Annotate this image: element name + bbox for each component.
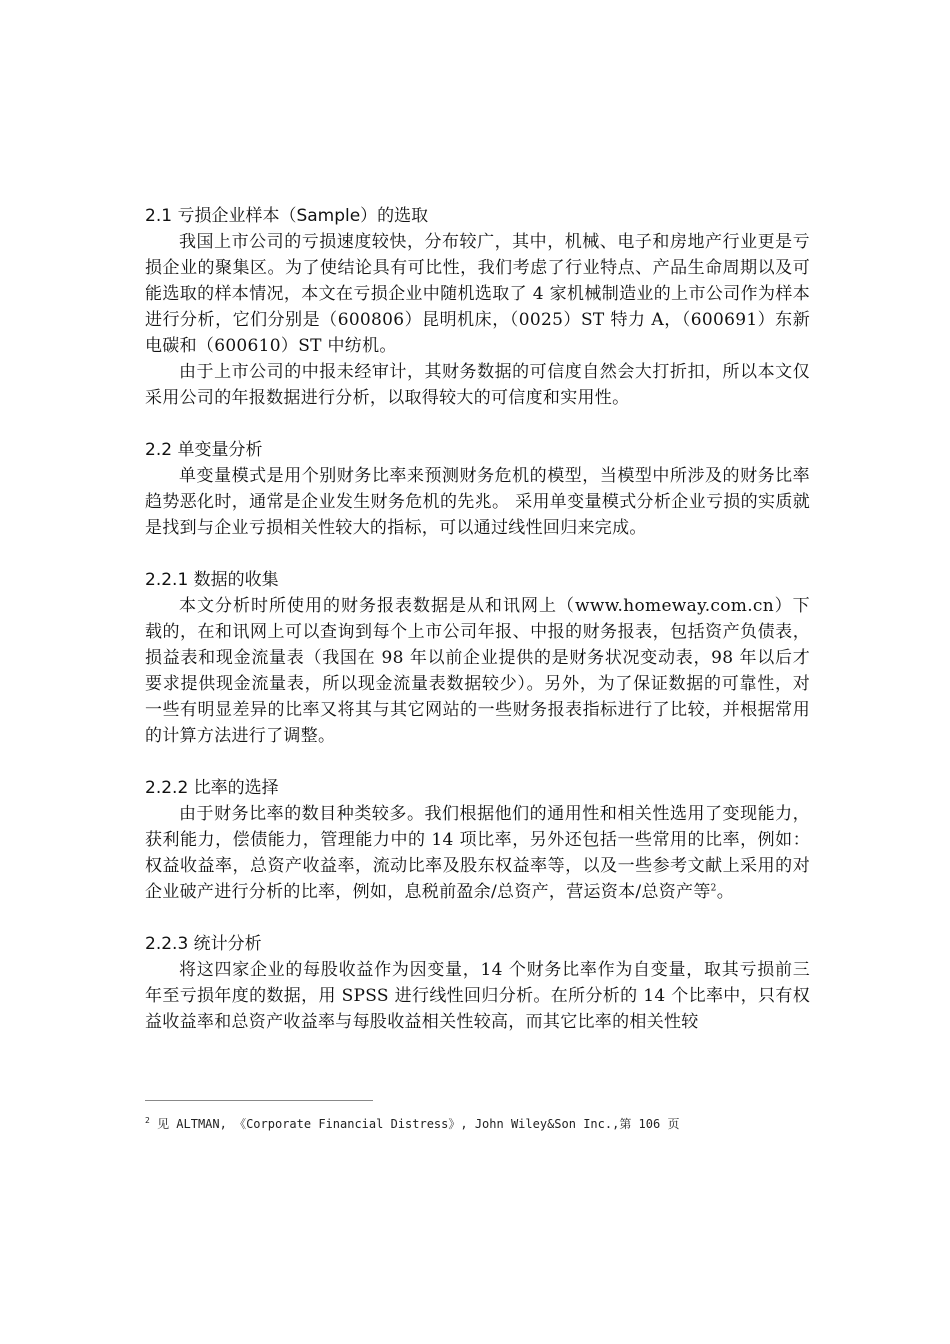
section-heading-2-2-3: 2.2.3 统计分析 bbox=[145, 934, 262, 954]
section-heading-2-2-1: 2.2.1 数据的收集 bbox=[145, 570, 279, 590]
paragraph-with-footnote bbox=[145, 801, 810, 905]
paragraph: 由于上市公司的中报未经审计，其财务数据的可信度自然会大打折扣，所以本文仅采用公司的年报数据进行分析，以取得较大的可信度和实用性。 bbox=[145, 362, 810, 408]
paragraph: 将这四家企业的每股收益作为因变量，14 个财务比率作为自变量，取其亏损前三年至亏损年度的数据，用 SPSS 进行线性回归分析。在所分析的 14 个比率中，只有权益收益率和总资产收益率与每股收益相关性较高，而其它比率的相关性较 bbox=[145, 960, 810, 1032]
paragraph: 我国上市公司的亏损速度较快，分布较广，其中，机械、电子和房地产行业更是亏损企业的聚集区。为了使结论具有可比性，我们考虑了行业特点、产品生命周期以及可能选取的样本情况，本文在亏损企业中随机选取了 4 家机械制造业的上市公司作为样本进行分析，它们分别是（600806）昆明机床，（0025）ST 特力 A，（600691）东新电碳和（600610）ST 中纺机。 bbox=[145, 232, 810, 356]
footnote bbox=[145, 1112, 810, 1133]
paragraph-tail: 。 bbox=[716, 882, 734, 902]
paragraph-text: 由于财务比率的数目种类较多。我们根据他们的通用性和相关性选用了变现能力，获利能力，偿债能力，管理能力中的 14 项比率，另外还包括一些常用的比率，例如：权益收益率，总资产收益率，流动比率及股东权益率等，以及一些参考文献上采用的对企业破产进行分析的比率，例如，息税前盈余/总资产，营运资本/总资产等 bbox=[145, 804, 810, 902]
paragraph: 单变量模式是用个别财务比率来预测财务危机的模型，当模型中所涉及的财务比率趋势恶化时，通常是企业发生财务危机的先兆。 采用单变量模式分析企业亏损的实质就是找到与企业亏损相关性较大的指标，可以通过线性回归来完成。 bbox=[145, 466, 810, 538]
footnote-separator bbox=[145, 1100, 373, 1101]
paragraph: 本文分析时所使用的财务报表数据是从和讯网上（www.homeway.com.cn）下载的，在和讯网上可以查询到每个上市公司年报、中报的财务报表，包括资产负债表，损益表和现金流量表（我国在 98 年以前企业提供的是财务状况变动表，98 年以后才要求提供现金流量表，所以现金流量表数据较少）。另外，为了保证数据的可靠性，对一些有明显差异的比率又将其与其它网站的一些财务报表指标进行了比较，并根据常用的计算方法进行了调整。 bbox=[145, 596, 810, 746]
section-heading-2-2: 2.2 单变量分析 bbox=[145, 440, 263, 460]
footnote-text: 见 ALTMAN, 《Corporate Financial Distress》, John Wiley&Son Inc.,第 106 页 bbox=[157, 1117, 680, 1131]
footnote-reference[interactable]: 2 bbox=[710, 883, 717, 894]
footnote-mark: 2 bbox=[145, 1116, 150, 1125]
document-body bbox=[145, 203, 810, 1035]
section-heading-2-1: 2.1 亏损企业样本（Sample）的选取 bbox=[145, 206, 429, 226]
section-heading-2-2-2: 2.2.2 比率的选择 bbox=[145, 778, 279, 798]
